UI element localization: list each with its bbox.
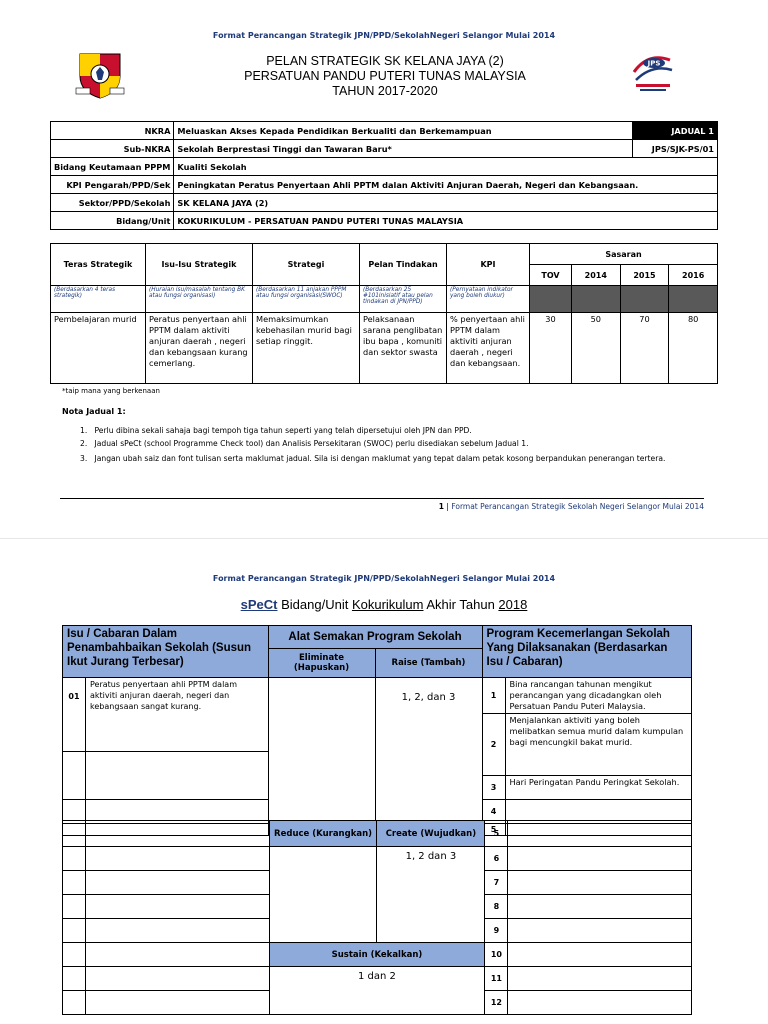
raise-header: Raise (Tambah) (375, 649, 482, 678)
col-alat-header: Alat Semakan Program Sekolah (268, 626, 482, 649)
empty-cell (63, 943, 86, 967)
info-value: KOKURIKULUM - PERSATUAN PANDU PUTERI TUNAS MALAYSIA (174, 212, 718, 230)
notes-title-text: Nota Jadual 1 (62, 407, 123, 416)
grey-cell (571, 286, 620, 313)
jps-logo (628, 50, 678, 96)
target-2014: 50 (571, 313, 620, 384)
col-teras-header: Teras Strategik (51, 244, 146, 286)
empty-cell (86, 943, 269, 967)
info-row (51, 140, 718, 158)
reduce-cell (269, 847, 377, 943)
program-text (508, 943, 692, 967)
program-number: 11 (485, 967, 508, 991)
title-line-2: PERSATUAN PANDU PUTERI TUNAS MALAYSIA (244, 69, 526, 83)
hint-teras: (Berdasarkan 4 teras strategik) (51, 286, 146, 313)
sustain-header: Sustain (Kekalkan) (269, 943, 485, 967)
notes-list (80, 426, 680, 466)
plan-title (160, 54, 610, 99)
sustain-value: 1 dan 2 (269, 967, 485, 1015)
footnote: *taip mana yang berkenaan (62, 387, 160, 395)
note-text: Jadual sPeCt (school Programme Check tool) dan Analisis Persekitaran (SWOC) perlu disediakan sebelum Jadual 1. (94, 439, 529, 448)
program-text (508, 991, 692, 1015)
note-item: 1. Perlu dibina sekali sahaja bagi tempoh tiga tahun seperti yang telah dipersetujui oleh JPN dan PPD. (80, 426, 472, 435)
info-row (51, 194, 718, 212)
program-text-empty (508, 821, 692, 847)
jadual-label: JADUAL 1 (633, 122, 718, 140)
footer-page-number: 1 (438, 502, 445, 511)
empty-cell (63, 847, 86, 871)
info-row (51, 212, 718, 230)
target-tov: 30 (530, 313, 572, 384)
plan-kpi: % penyertaan ahli PPTM dalam aktiviti anjuran daerah , negeri dan kebangsaan. (447, 313, 530, 384)
eliminate-header: Eliminate (Hapuskan) (268, 649, 375, 678)
empty-cell (86, 967, 269, 991)
note-item: 2. Jadual sPeCt (school Programme Check tool) dan Analisis Persekitaran (SWOC) perlu disediakan sebelum Jadual 1. (80, 439, 529, 448)
spect-table (62, 625, 692, 836)
page-header: Format Perancangan Strategik JPN/PPD/SekolahNegeri Selangor Mulai 2014 (212, 31, 556, 40)
hint-kpi: (Pernyataan indikator yang boleh diukur) (447, 286, 530, 313)
plan-isu: Peratus penyertaan ahli PPTM dalam aktiviti anjuran daerah , negeri dan kebangsaan kurang cemerlang. (146, 313, 253, 384)
info-row (51, 158, 718, 176)
target-2016: 80 (669, 313, 718, 384)
empty-cell (86, 752, 269, 800)
program-number: 6 (485, 847, 508, 871)
title-year: 2018 (498, 597, 528, 612)
program-number: 4 (482, 800, 505, 824)
empty-cell (63, 752, 86, 800)
empty-cell (86, 919, 269, 943)
footer-text: Format Perancangan Strategik Sekolah Negeri Selangor Mulai 2014 (451, 502, 704, 511)
hint-isu: (Huraian isu/masalah tentang BK atau fungsi organisasi) (146, 286, 253, 313)
col-sasaran-header: Sasaran (530, 244, 718, 265)
grey-cell (530, 286, 572, 313)
empty-cell (86, 871, 269, 895)
program-number: 2 (482, 714, 505, 776)
info-value: Meluaskan Akses Kepada Pendidikan Berkualiti dan Berkemampuan (174, 122, 633, 140)
info-row (51, 122, 718, 140)
empty-cell (86, 821, 269, 847)
plan-pelan: Pelaksanaan sarana penglibatan ibu bapa , komuniti dan sektor swasta (360, 313, 447, 384)
page-footer: 1 | Format Perancangan Strategik Sekolah Negeri Selangor Mulai 2014 (60, 498, 704, 511)
info-label: NKRA (51, 122, 174, 140)
empty-cell (63, 895, 86, 919)
eliminate-cell (268, 678, 375, 836)
program-text (508, 895, 692, 919)
year-header: 2016 (669, 265, 718, 286)
hint-strategi: (Berdasarkan 11 anjakan PPPM atau fungsi organisasi(SWOC) (253, 286, 360, 313)
year-header: TOV (530, 265, 572, 286)
info-label: Bidang Keutamaan PPPM (51, 158, 174, 176)
program-text (508, 967, 692, 991)
info-value: Sekolah Berprestasi Tinggi dan Tawaran Baru* (174, 140, 633, 158)
program-number: 5 (485, 821, 508, 847)
program-text: Bina rancangan tahunan mengikut perancangan yang dicadangkan oleh Persatuan Pandu Puteri Malaysia. (505, 678, 692, 714)
page2-header: Format Perancangan Strategik JPN/PPD/SekolahNegeri Selangor Mulai 2014 (212, 574, 556, 583)
info-label: KPI Pengarah/PPD/Sek (51, 176, 174, 194)
title-unit: Kokurikulum (351, 597, 424, 612)
empty-cell (86, 991, 269, 1015)
empty-cell (86, 895, 269, 919)
info-row (51, 176, 718, 194)
year-header: 2014 (571, 265, 620, 286)
reduce-header: Reduce (Kurangkan) (269, 821, 377, 847)
plan-row (51, 313, 718, 384)
plan-strategi: Memaksimumkan kebehasilan murid bagi setiap ringgit. (253, 313, 360, 384)
empty-cell (86, 847, 269, 871)
svg-text:JPS: JPS (647, 59, 661, 68)
program-text (508, 847, 692, 871)
title-part: Bidang/Unit (277, 597, 352, 612)
empty-cell (63, 871, 86, 895)
program-text: Hari Peringatan Pandu Peringkat Sekolah. (505, 776, 692, 800)
info-label: Sektor/PPD/Sekolah (51, 194, 174, 212)
grey-cell (620, 286, 669, 313)
col-kpi-header: KPI (447, 244, 530, 286)
col-isu-header: Isu-Isu Strategik (146, 244, 253, 286)
jadual-code: JPS/SJK-PS/01 (633, 140, 718, 158)
plan-info-table (50, 121, 718, 230)
program-number: 12 (485, 991, 508, 1015)
program-text (508, 919, 692, 943)
empty-cell (63, 821, 86, 847)
program-number: 7 (485, 871, 508, 895)
issue-text: Peratus penyertaan ahli PPTM dalam aktiviti anjuran daerah, negeri dan kebangsaan sangat kurang. (86, 678, 269, 752)
grey-cell (669, 286, 718, 313)
empty-cell (63, 919, 86, 943)
target-2015: 70 (620, 313, 669, 384)
info-label: Sub-NKRA (51, 140, 174, 158)
note-text: Perlu dibina sekali sahaja bagi tempoh tiga tahun seperti yang telah dipersetujui oleh JPN dan PPD. (94, 426, 472, 435)
program-text (508, 871, 692, 895)
create-value: 1, 2 dan 3 (377, 847, 485, 943)
program-number: 9 (485, 919, 508, 943)
program-number: 1 (482, 678, 505, 714)
title-part: Akhir Tahun (423, 597, 499, 612)
program-number: 8 (485, 895, 508, 919)
info-value: Kualiti Sekolah (174, 158, 718, 176)
issue-number: 01 (63, 678, 86, 752)
create-header: Create (Wujudkan) (377, 821, 485, 847)
note-text: Jangan ubah saiz dan font tulisan serta maklumat jadual. Sila isi dengan maklumat yang tepat dalam petak kosong berpandukan penerangan tertera. (94, 454, 666, 463)
program-text: Menjalankan aktiviti yang boleh melibatkan semua murid dalam kumpulan bagi mencungkil bakat murid. (505, 714, 692, 776)
school-crest-logo (74, 48, 126, 100)
plan-teras: Pembelajaran murid (51, 313, 146, 384)
strategic-plan-table (50, 243, 718, 384)
title-line-1: PELAN STRATEGIK SK KELANA JAYA (2) (266, 54, 504, 68)
raise-value: 1, 2, dan 3 (375, 678, 482, 836)
spect-word: sPeCt (240, 597, 278, 612)
info-value: SK KELANA JAYA (2) (174, 194, 718, 212)
year-header: 2015 (620, 265, 669, 286)
col-program-header: Program Kecemerlangan Sekolah Yang Dilaksanakan (Berdasarkan Isu / Cabaran) (482, 626, 692, 678)
empty-cell (63, 967, 86, 991)
empty-cell (63, 991, 86, 1015)
spect-table-lower (62, 820, 692, 1015)
note-item: 3. Jangan ubah saiz dan font tulisan serta maklumat jadual. Sila isi dengan maklumat yang tepat dalam petak kosong berpandukan penerangan tertera. (80, 454, 666, 463)
hint-pelan: (Berdasarkan 25 #101inisiatif atau pelan tindakan di JPN/PPD) (360, 286, 447, 313)
notes-title: Nota Jadual 1: (62, 407, 126, 416)
col-pelan-header: Pelan Tindakan (360, 244, 447, 286)
program-number: 10 (485, 943, 508, 967)
col-strategi-header: Strategi (253, 244, 360, 286)
program-number: 3 (482, 776, 505, 800)
info-label: Bidang/Unit (51, 212, 174, 230)
hint-row (51, 286, 718, 313)
program-number: 5 (482, 824, 505, 836)
spect-title (0, 597, 768, 612)
page-separator (0, 538, 768, 539)
info-value: Peningkatan Peratus Penyertaan Ahli PPTM dalan Aktiviti Anjuran Daerah, Negeri dan Kebangsaan. (174, 176, 718, 194)
title-line-3: TAHUN 2017-2020 (332, 84, 438, 98)
col-isu-header: Isu / Cabaran Dalam Penambahbaikan Sekolah (Susun Ikut Jurang Terbesar) (63, 626, 269, 678)
